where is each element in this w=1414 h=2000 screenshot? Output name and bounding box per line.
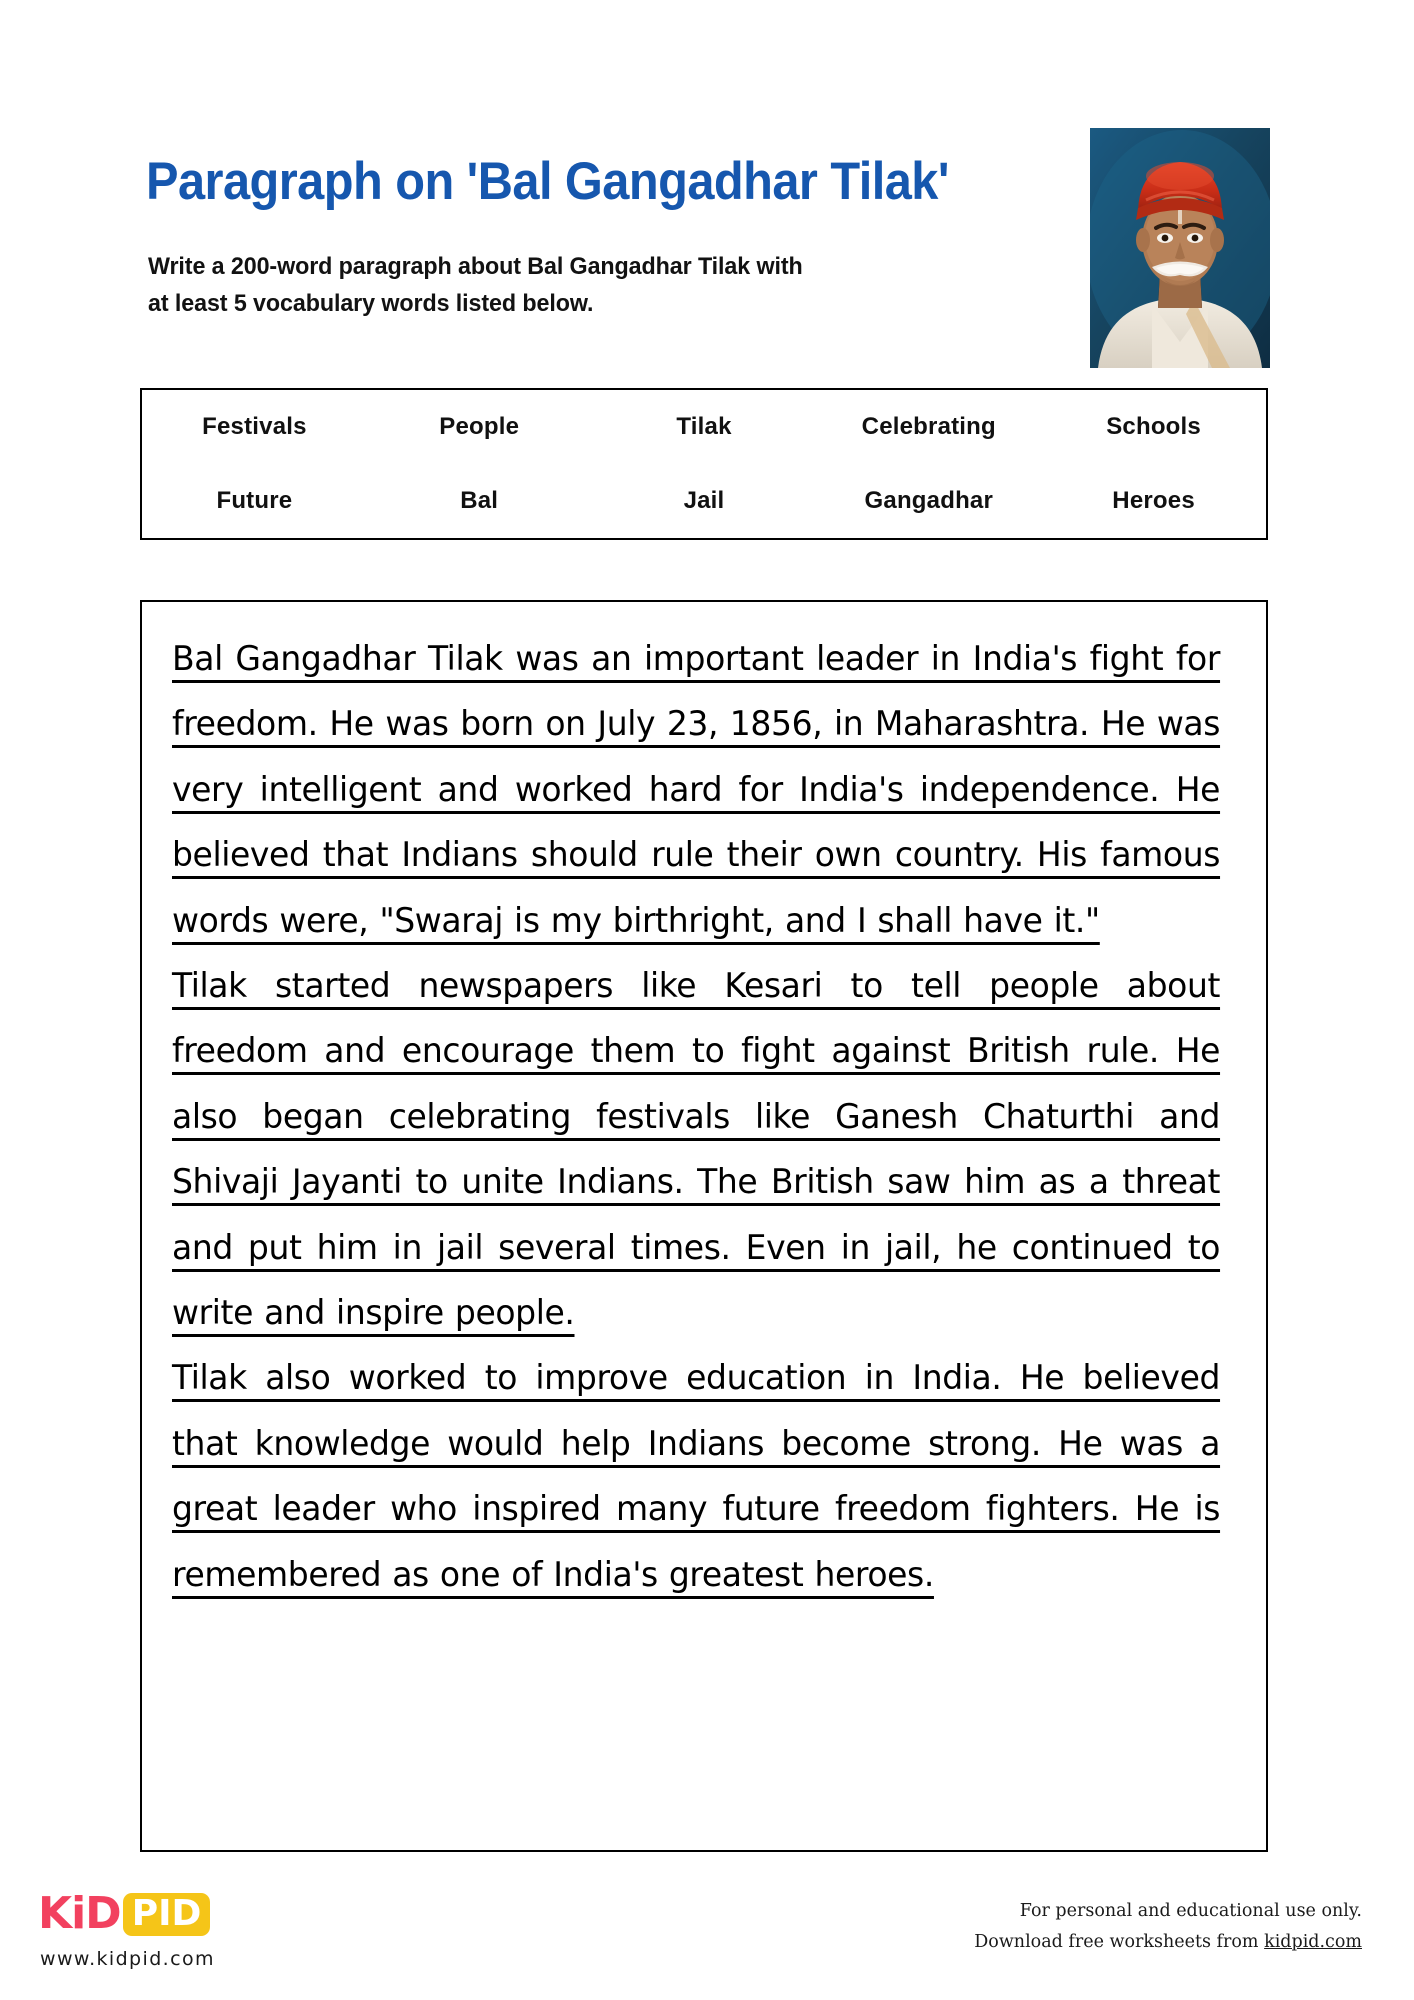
footer-usage-note [974,1896,1362,1957]
instructions-line-1: Write a 200-word paragraph about Bal Gangadhar Tilak with [148,253,803,280]
vocabulary-word: Future [216,487,293,514]
worksheet-header [0,0,1414,390]
vocabulary-word-bank [140,388,1268,540]
page-title: Paragraph on 'Bal Gangadhar Tilak' [146,152,949,211]
footer-kidpid-link[interactable]: kidpid.com [1264,1931,1362,1952]
vocabulary-word: Gangadhar [864,487,994,514]
logo-kid-text: KiD [38,1888,121,1939]
vocabulary-word: Heroes [1112,487,1195,514]
instructions-text [148,248,1003,322]
logo-pid-badge [123,1893,211,1936]
footer-note-line-1: For personal and educational use only. [1019,1901,1362,1921]
footer-website-url: www.kidpid.com [40,1948,215,1970]
vocabulary-row-2 [142,464,1266,538]
answer-paragraph-2: Tilak started newspapers like Kesari to tell people about freedom and encourage them to fight against British rule. He also began celebrating festivals like Ganesh Chaturthi and Shivaji Jayanti to unite Indians. The British saw him as a threat and put him in jail several times. Even in jail, he continued to write and inspire people. [172,966,1221,1333]
vocabulary-row-1 [142,390,1266,464]
vocabulary-word: Tilak [676,413,732,440]
footer-note-line-2 [974,1927,1362,1958]
vocabulary-word: People [439,413,520,440]
vocabulary-word: Celebrating [861,413,996,440]
logo-pid-text: PID [131,1892,202,1934]
footer-note-prefix: Download free worksheets from [974,1931,1265,1952]
vocabulary-word: Festivals [202,413,307,440]
page-footer [0,1880,1414,2000]
portrait-photo [1090,128,1270,368]
answer-paragraph-3: Tilak also worked to improve education in India. He believed that knowledge would help Indians become strong. He was a great leader who inspired many future freedom fighters. He is remembered as one of India's greatest heroes. [172,1358,1221,1594]
vocabulary-word: Jail [683,487,725,514]
answer-writing-area[interactable] [140,600,1268,1852]
instructions-line-2: at least 5 vocabulary words listed below. [148,290,594,318]
kidpid-logo [38,1888,210,1939]
answer-paragraph-1: Bal Gangadhar Tilak was an important leader in India's fight for freedom. He was born on July 23, 1856, in Maharashtra. He was very intelligent and worked hard for India's independence. He believed that Indians should rule their own country. His famous words were, "Swaraj is my birthright, and I shall have it." [172,639,1221,940]
vocabulary-word: Bal [460,487,499,514]
vocabulary-word: Schools [1106,413,1201,440]
